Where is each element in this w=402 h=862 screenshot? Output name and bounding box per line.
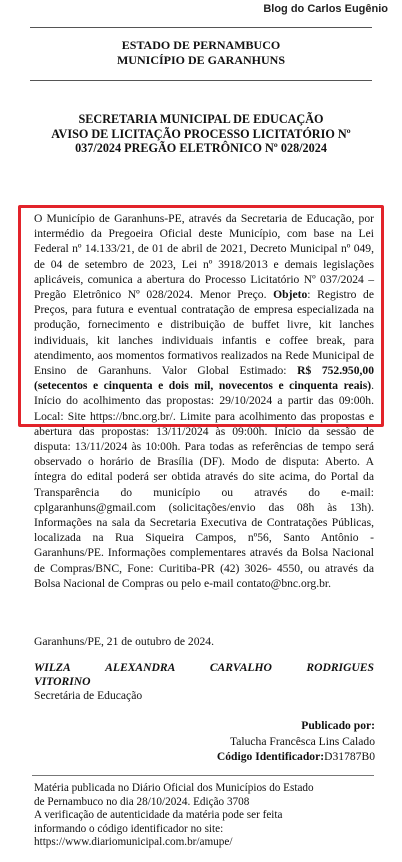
identifier-code-line [217, 749, 375, 765]
objeto-text: : Registro de Preços, para futura e eventual contratação de empresa especializada na produção, fornecimento e distribuição de buffet livre, kit lanches individuais, kit lanches individuais infantis e coffee break, para atendimento, aos momentos formativos realizados na Rede Municipal de Ensino de Garanhuns. Valor Global Estimado: [34, 288, 374, 378]
blog-name: Blog do Carlos Eugênio [263, 3, 388, 15]
signer-name-word: ALEXANDRA [105, 661, 176, 674]
estimated-value: R$ 752.950,00 (setecentos e cinquenta e dois mil, novecentos e cinquenta reais) [34, 364, 374, 393]
notice-title [30, 112, 372, 156]
footer-line: informando o código identificador no site: [34, 822, 224, 835]
published-by-name: Talucha Francêsca Lins Calado [229, 734, 375, 748]
signature-block [34, 661, 374, 703]
footer-note [34, 782, 374, 850]
footer-divider [32, 775, 374, 776]
signer-name-word: WILZA [34, 661, 71, 674]
code-label: Código Identificador: [216, 750, 325, 763]
signer-role: Secretária de Educação [34, 689, 143, 702]
signer-name-word: CARVALHO [209, 661, 272, 674]
title-line-1: SECRETARIA MUNICIPAL DE EDUCAÇÃO [78, 112, 324, 126]
notice-details: . Início do acolhimento das propostas: 29/10/2024 a partir das 09:00h. Local: Site https://bnc.org.br/. Limite para acolhimento das propostas e abertura das propostas: 13/11/2024 às 09:00h. Início da sessão de disputa: 13/11/2024 às 10:00h. Para todas as referências de tempo será observado o horário de Brasília (DF). Modo de disputa: Aberto. A íntegra do edital poderá ser obtida através do site acima, do Portal da Transparência do município ou através do e-mail: cplgaranhuns@gmail.com (solicitações/envio das 08h às 13h). Informações na sala da Secretaria Executiva de Contratações Públicas, localizada na Rua Siqueira Campos, nº56, Santo Antônio - Garanhuns/PE. Informações complementares através da Bolsa Nacional de Compras/BNC, Fone: Curitiba-PR (42) 3026- 4550, ou através da Bolsa Nacional de Compras ou pelo e-mail contato@bnc.org.br. [34, 379, 374, 590]
footer-line: Matéria publicada no Diário Oficial dos Municípios do Estado [34, 782, 314, 794]
header-municipality: MUNICÍPIO DE GARANHUNS [116, 53, 285, 67]
signer-name-line-1 [34, 661, 374, 675]
publication-info [217, 718, 375, 765]
title-line-2: AVISO DE LICITAÇÃO PROCESSO LICITATÓRIO Nº [51, 126, 351, 141]
signer-name-word: RODRIGUES [306, 661, 374, 674]
objeto-label: Objeto [273, 288, 308, 302]
footer-line: A verificação de autenticidade da matéria pode ser feita [34, 809, 283, 822]
footer-link[interactable]: https://www.diariomunicipal.com.br/amupe/ [34, 836, 233, 849]
identifier-code: D31787B0 [324, 750, 375, 763]
title-line-3: 037/2024 PREGÃO ELETRÔNICO Nº 028/2024 [75, 141, 327, 155]
footer-line: de Pernambuco no dia 28/10/2024. Edição 3708 [34, 795, 250, 808]
published-by-label: Publicado por: [301, 719, 375, 732]
notice-intro: O Município de Garanhuns-PE, através da Secretaria de Educação, por intermédio da Pregoeira Oficial deste Município, com base na Lei Federal nº 14.133/21, de 01 de abril de 2021, Decreto Municipal nº 049, de 04 de setembro de 2023, Lei nº 3918/2013 e demais legislações aplicáveis, comunica a abertura do Processo Licitatório Nº 037/2024 – Pregão Eletrônico Nº 028/2024. Menor Preço. [34, 212, 374, 302]
red-highlight-box [18, 205, 384, 427]
document-header [30, 27, 372, 81]
header-state: ESTADO DE PERNAMBUCO [121, 38, 281, 52]
signer-name-line-2: VITORINO [34, 675, 91, 688]
city-date: Garanhuns/PE, 21 de outubro de 2024. [34, 635, 214, 648]
